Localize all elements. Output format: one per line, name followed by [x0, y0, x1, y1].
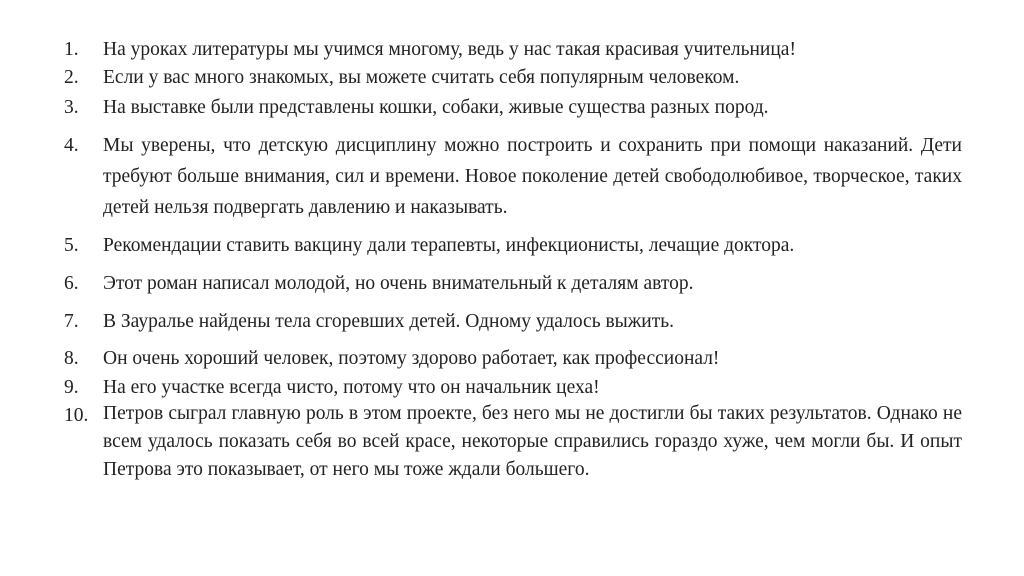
item-number: 7. — [64, 311, 79, 332]
item-text: Он очень хороший человек, поэтому здорово работает, как профессионал! — [103, 348, 720, 369]
item-number: 8. — [64, 348, 79, 369]
item-text: На уроках литературы мы учимся многому, ведь у нас такая красивая учительница! — [103, 39, 796, 60]
item-number: 4. — [64, 135, 79, 156]
item-number: 3. — [64, 97, 79, 118]
item-number: 5. — [64, 235, 79, 256]
item-number: 10. — [64, 405, 89, 426]
item-text: Петров сыграл главную роль в этом проекте, без него мы не достигли бы таких результатов. Однако не всем удалось показать себя во всей красе, некоторые справились гораздо хуже, чем могли бы. И опыт Петрова это показывает, от него мы тоже ждали большего. — [103, 403, 962, 480]
item-text: В Зауралье найдены тела сгоревших детей. Одному удалось выжить. — [103, 311, 674, 332]
item-text: Рекомендации ставить вакцину дали терапевты, инфекционисты, лечащие доктора. — [103, 235, 795, 256]
item-text: Если у вас много знакомых, вы можете считать себя популярным человеком. — [103, 67, 740, 88]
item-number: 6. — [64, 273, 79, 294]
item-number: 1. — [64, 39, 79, 60]
item-text: Этот роман написал молодой, но очень внимательный к деталям автор. — [103, 273, 694, 294]
item-text: Мы уверены, что детскую дисциплину можно построить и сохранить при помощи наказаний. Дети требуют больше внимания, сил и времени. Новое поколение детей свободолюбивое, творческое, таких детей нельзя подвергать давлению и наказывать. — [103, 135, 962, 218]
item-text: На выставке были представлены кошки, собаки, живые существа разных пород. — [103, 97, 769, 118]
item-number: 9. — [64, 377, 79, 398]
item-number: 2. — [64, 67, 79, 88]
item-text: На его участке всегда чисто, потому что он начальник цеха! — [103, 377, 600, 398]
